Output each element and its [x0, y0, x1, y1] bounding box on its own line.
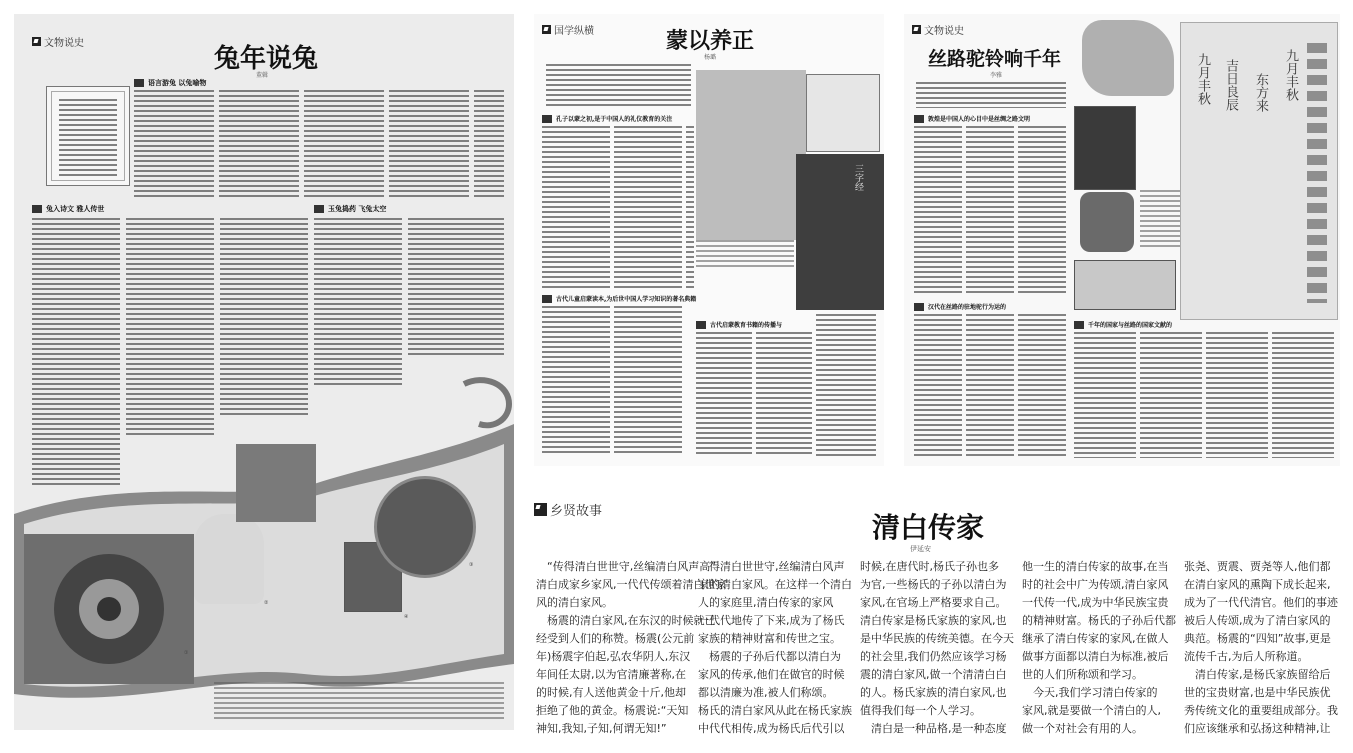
page-title: 清白传家 [872, 511, 985, 544]
manuscript-image [1180, 22, 1338, 320]
body-text-column [314, 218, 402, 388]
byline: 李雅 [990, 72, 1003, 79]
body-text-column: 张尧、贾震、贾尧等人,他们都 在清白家风的熏陶下成长起来, 成为了一代代清官。他们的事迹 被后人传颂,成为了清白家风的 典范。杨震的“四知”故事,更是 流传千古,为后人所称道。 清白传家,是杨氏家族留给后 世的宝贵财富,也是中华民族优 秀传统文化的重要组成部分。我 们应该继承和弘扬这种精神,让 [1184, 560, 1338, 735]
bronze-rabbit-photo [236, 444, 316, 522]
figure-number: ② [264, 600, 269, 606]
editor-note-box [46, 86, 130, 186]
manuscript-column: 九月丰秋 [1283, 49, 1298, 101]
tag-logo-icon [542, 25, 551, 34]
heading-marker-icon [914, 115, 924, 123]
body-text-column [614, 306, 682, 456]
manuscript-column: 九月丰秋 [1195, 53, 1210, 105]
tag-logo-icon [912, 25, 921, 34]
figure-number: ① [184, 650, 189, 656]
bronze-vessel-photo [1080, 192, 1134, 252]
column-tag: 乡贤故事 [534, 500, 602, 519]
body-text-column [1272, 332, 1334, 458]
body-text-column [134, 90, 214, 200]
heading-marker-icon [696, 321, 706, 329]
carved-stone-photo [1082, 20, 1174, 96]
calligraphy-scroll [796, 154, 884, 310]
section-heading: 古代儿童启蒙读本,为后世中国人学习知识的著名典籍 [542, 294, 696, 303]
body-text-column [474, 90, 504, 200]
body-text-column [686, 126, 694, 291]
figure-number: ③ [469, 562, 474, 568]
body-text-column [1140, 332, 1202, 458]
section-heading: 千年的国家与丝路的国家文献的 [1074, 320, 1172, 329]
editor-note-text [59, 99, 117, 177]
heading-marker-icon [1074, 321, 1084, 329]
body-text-column [1074, 332, 1136, 458]
body-text-column: 时候,在唐代时,杨氏子孙也多 为官,一些杨氏的子孙以清白为 家风,在官场上严格要求自己。 清白传家是杨氏家族的家风,也 是中华民族的传统美德。在今天 的社会里,我们仍然应该学习杨 震的清白家风,做一个清清白白 的人。杨氏家族的清白家风,也 值得我们每一个人学习。 清白是一种品格,是一种态度 [860, 560, 1014, 735]
section-heading: 敦煌是中国人的心目中是丝绸之路文明 [914, 114, 1030, 123]
column-tag: 文物说史 [912, 22, 964, 37]
manuscript-column: 吉日良辰 [1223, 59, 1238, 111]
page-title: 兔年说兔 [214, 44, 319, 74]
body-text-column [696, 332, 752, 456]
body-text-column [408, 218, 504, 358]
heading-marker-icon [914, 303, 924, 311]
article-page-qingbai [534, 482, 1340, 740]
body-text-column [1018, 314, 1066, 458]
section-heading: 语言游兔 以兔喻物 [134, 78, 206, 88]
jade-rabbit-photo [194, 514, 264, 604]
article-page-rabbit [14, 14, 514, 730]
body-text-column [389, 90, 469, 200]
section-heading: 汉代在丝路的驻地驼行为运的 [914, 302, 1006, 311]
manuscript-column: 东方来 [1253, 73, 1268, 112]
heading-marker-icon [32, 205, 42, 213]
caption-text [1140, 190, 1180, 250]
byline: 杨璐 [704, 54, 717, 61]
old-book-photo [806, 74, 880, 152]
body-text-column [542, 126, 610, 291]
lead-paragraph [916, 82, 1066, 108]
body-text-column [1018, 126, 1066, 296]
column-tag: 国学纵横 [542, 22, 594, 37]
page-title: 蒙以养正 [666, 28, 755, 54]
body-text-column [914, 314, 962, 458]
textile-fragment-photo [1074, 106, 1136, 190]
body-text-column [219, 90, 299, 200]
figure-number: ④ [404, 614, 409, 620]
byline: 董辑 [256, 72, 269, 79]
body-text-column [756, 332, 812, 456]
section-heading: 孔子以蒙之初,是于中国人的礼仪教育的关注 [542, 114, 672, 123]
section-heading: 古代启蒙教育书籍的传播与 [696, 320, 782, 329]
caption-text [696, 240, 794, 270]
confucius-painting [696, 70, 806, 240]
section-heading: 兔入诗文 雅人传世 [32, 204, 104, 214]
body-text-column [816, 314, 876, 456]
body-text-column [966, 126, 1014, 296]
article-page-silk-road [904, 14, 1340, 466]
book-title: 三字经 [853, 164, 863, 191]
page-title: 丝路驼铃响千年 [928, 48, 1062, 70]
section-heading: 玉兔捣药 飞兔太空 [314, 204, 386, 214]
byline: 伊延安 [910, 545, 931, 553]
heading-marker-icon [542, 295, 552, 303]
body-text-column [966, 314, 1014, 458]
bronze-mirror-photo [374, 476, 476, 578]
tag-logo-icon [534, 503, 547, 516]
lead-paragraph [546, 64, 691, 108]
body-text-column [1206, 332, 1268, 458]
body-text-column [542, 306, 610, 456]
body-text-column: 他一生的清白传家的故事,在当 时的社会中广为传颂,清白家风 一代传一代,成为中华民族宝贵 的精神财富。杨氏的子孙后代都 继承了清白传家的家风,在做人 做事方面都以清白为标准,被后 世的人们所称颂和学习。 今天,我们学习清白传家的 家风,就是要做一个清白的人, 做一个对社会有用的人。 [1022, 560, 1176, 735]
body-text-column: 得清白世世守,丝编清白风声 家的清白家风。在这样一个清白 人的家庭里,清白传家的家风 一代代地传了下来,成为了杨氏 家族的精神财富和传世之宝。 杨震的子孙后代都以清白为 家风的传承,他们在做官的时候 都以清廉为准,被人们称颂。 杨氏的清白家风从此在杨氏家族 中代代相传,成为杨氏后代引以 [698, 560, 852, 735]
body-text-column: “传得清白世世守,丝编清白风声高” 清白成家乡家风,一代代传颂着清白世家 风的清白家风。 杨震的清白家风,在东汉的时候就已 经受到人们的称赞。杨震(公元前 年)杨震字伯起,弘农华阴人,东汉 年间任太尉,以为官清廉著称,在 的时候,有人送他黄金十斤,他却 拒绝了他的黄金。杨震说:“天知 神知,我知,子知,何谓无知!” [536, 560, 727, 735]
heading-marker-icon [542, 115, 552, 123]
caption-text [214, 682, 504, 722]
body-text-column [914, 126, 962, 296]
mural-photo [1074, 260, 1176, 310]
body-text-column [304, 90, 384, 200]
column-tag: 文物说史 [32, 34, 84, 49]
tag-logo-icon [32, 37, 41, 46]
heading-marker-icon [134, 79, 144, 87]
body-text-column [614, 126, 682, 291]
heading-marker-icon [314, 205, 324, 213]
article-page-mengyiyangzheng [534, 14, 884, 466]
